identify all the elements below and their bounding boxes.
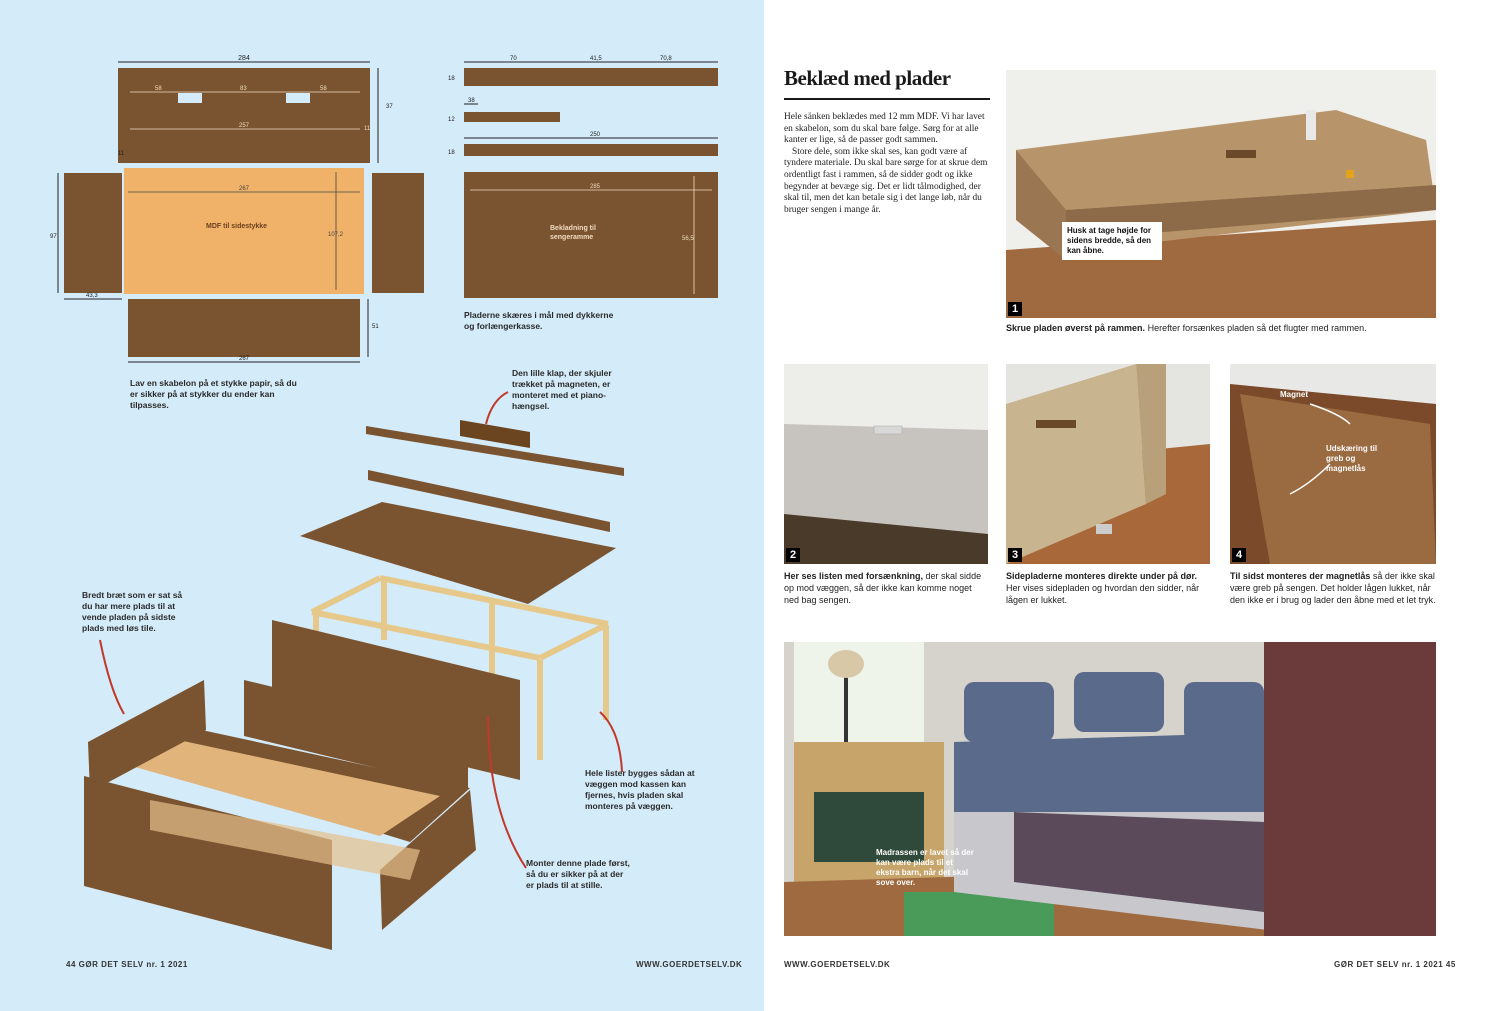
- caption-2-text: der skal sidde op mod væggen, så der ikke kan komme noget ned bag sengen.: [784, 571, 982, 605]
- dim-row1-c: 70,8: [660, 56, 672, 62]
- article-title: Beklæd med plader: [784, 66, 951, 90]
- caption-2-bold: Her ses listen med forsænkning,: [784, 571, 924, 581]
- dim-center-width: 267: [238, 186, 250, 192]
- footer-left-page-left: 44 GØR DET SELV nr. 1 2021: [66, 960, 188, 969]
- dim-left-height: 97: [50, 234, 57, 240]
- body-paragraph-1: Hele sänken beklædes med 12 mm MDF. Vi har lavet en skabelon, som du skal bare følge. Sørg for at alle kanter er lige, så de passer godt sammen.: [784, 112, 985, 146]
- back-panel-shape: [118, 68, 370, 163]
- photo-2-number: 2: [786, 548, 800, 562]
- photo-4-label-mid: Udskæring til greb og magnetlås: [1326, 444, 1378, 473]
- left-flap-shape: [64, 173, 122, 293]
- dim-top-inner-b: 83: [240, 86, 247, 92]
- body-paragraph-2: Store dele, som ikke skal ses, kan godt være af tyndere materiale. Du skal bare sørge for at skrue dem ordentligt fast i rammen, så de sidder godt og ikke begynder at bevæge sig. Det er lidt tålmodighed, der skal til, men det kan betale sig i det lange løb, når du bruger sengen i mange år.: [784, 146, 988, 215]
- caption-4-text: så der ikke skal være greb på sengen. Det holder lågen lukket, når den ikke er i brug og lader den åbne med et let tryk.: [1230, 571, 1436, 605]
- exploded-left-note: Bredt bræt som er sat så du har mere plads til at vende pladen på sidste plads med løs tile.: [82, 590, 183, 633]
- exploded-right-note: Hele lister bygges sådan at væggen mod kassen kan fjernes, hvis pladen skal monteres på væggen.: [585, 768, 695, 811]
- strip-panel-label: Bekladning til sengeramme: [550, 225, 596, 241]
- photo-2: [784, 364, 988, 564]
- dim-row1-a: 70: [510, 56, 517, 62]
- dim-top-inner-a: 58: [155, 86, 162, 92]
- center-panel-label: MDF til sidestykke: [206, 223, 268, 230]
- article-body: [784, 112, 992, 216]
- dim-inner-width: 257: [238, 123, 250, 129]
- dim-row2-side: 12: [448, 117, 455, 123]
- caption-1: [1006, 322, 1416, 334]
- right-page: [764, 0, 1500, 1011]
- footer-left-page-right: WWW.GOERDETSELV.DK: [636, 960, 743, 969]
- dim-row2-width: 38: [468, 98, 475, 104]
- caption-3-text: Her vises sidepladen og hvordan den sidder, når lågen er lukket.: [1006, 583, 1200, 605]
- dim-row1-side: 18: [448, 76, 455, 82]
- dim-top-width: 284: [238, 55, 250, 62]
- cut-plan-note: Lav en skabelon på et stykke papir, så du er sikker på at stykker du ender kan tilpasses.: [130, 378, 297, 410]
- right-flap-shape: [372, 173, 424, 293]
- strip-row1: [464, 68, 718, 86]
- photo-4: [1230, 364, 1436, 564]
- bottom-panel-shape: [128, 299, 360, 357]
- caption-1-bold: Skrue pladen øverst på rammen.: [1006, 323, 1146, 333]
- dim-top-side-small: 11: [364, 126, 371, 132]
- dim-top-inner-c: 58: [320, 86, 327, 92]
- photo-5: [784, 642, 1436, 936]
- photo-5-image: [784, 642, 1436, 936]
- title-rule: [784, 98, 990, 100]
- footer-right-page-left: WWW.GOERDETSELV.DK: [784, 960, 891, 969]
- photo-2-image: [784, 364, 988, 564]
- photo-4-label-top: Magnet: [1280, 390, 1308, 399]
- strip-row3: [464, 144, 718, 156]
- caption-4-bold: Til sidst monteres der magnetlås: [1230, 571, 1371, 581]
- photo-5-label: Madrassen er lavet så der kan være plads til et ekstra barn, når det skal sove over.: [876, 848, 974, 887]
- strips-note: Pladerne skæres i mål med dykkerne og forlængerkasse.: [464, 310, 614, 331]
- footer-right-page-right: GØR DET SELV nr. 1 2021 45: [1334, 960, 1456, 969]
- exploded-bottom-note: Monter denne plade først, så du er sikker på at der er plads til at stille.: [526, 858, 630, 890]
- caption-2: [784, 570, 988, 606]
- dim-center-height: 107,2: [328, 232, 344, 238]
- notch: [178, 93, 202, 103]
- dim-row1-b: 41,5: [590, 56, 602, 62]
- dim-bottom-side: 51: [372, 324, 379, 330]
- photo-1-number: 1: [1008, 302, 1022, 316]
- dim-left-bottom: 43,3: [86, 293, 98, 299]
- dim-panel-height: 56,5: [682, 236, 694, 242]
- notch: [286, 93, 310, 103]
- caption-3-bold: Sidepladerne monteres direkte under på dør.: [1006, 571, 1198, 581]
- photo-1: [1006, 70, 1436, 318]
- photo-4-number: 4: [1232, 548, 1246, 562]
- photo-1-image: [1006, 70, 1436, 318]
- photo-3-image: [1006, 364, 1210, 564]
- dim-row3-side: 18: [448, 150, 455, 156]
- photo-3-number: 3: [1008, 548, 1022, 562]
- dim-top-left-small: 11: [118, 151, 125, 157]
- cut-plan-diagram: [50, 55, 424, 362]
- strip-row2: [464, 112, 560, 122]
- photo-1-label: Husk at tage højde for sidens bredde, så den kan åbne.: [1062, 222, 1162, 260]
- dim-top-side: 37: [386, 104, 393, 110]
- dim-bottom-width: 267: [238, 356, 250, 362]
- dim-row3-width: 250: [590, 132, 601, 138]
- caption-3: [1006, 570, 1210, 606]
- exploded-top-note: Den lille klap, der skjuler trækket på magneten, er monteret med et piano-hængsel.: [512, 368, 612, 411]
- caption-4: [1230, 570, 1436, 606]
- photo-3: [1006, 364, 1210, 564]
- dim-panel-width: 285: [590, 184, 601, 190]
- caption-1-text: Herefter forsænkes pladen så det flugter med rammen.: [1145, 323, 1367, 333]
- strips-diagram: [448, 56, 718, 298]
